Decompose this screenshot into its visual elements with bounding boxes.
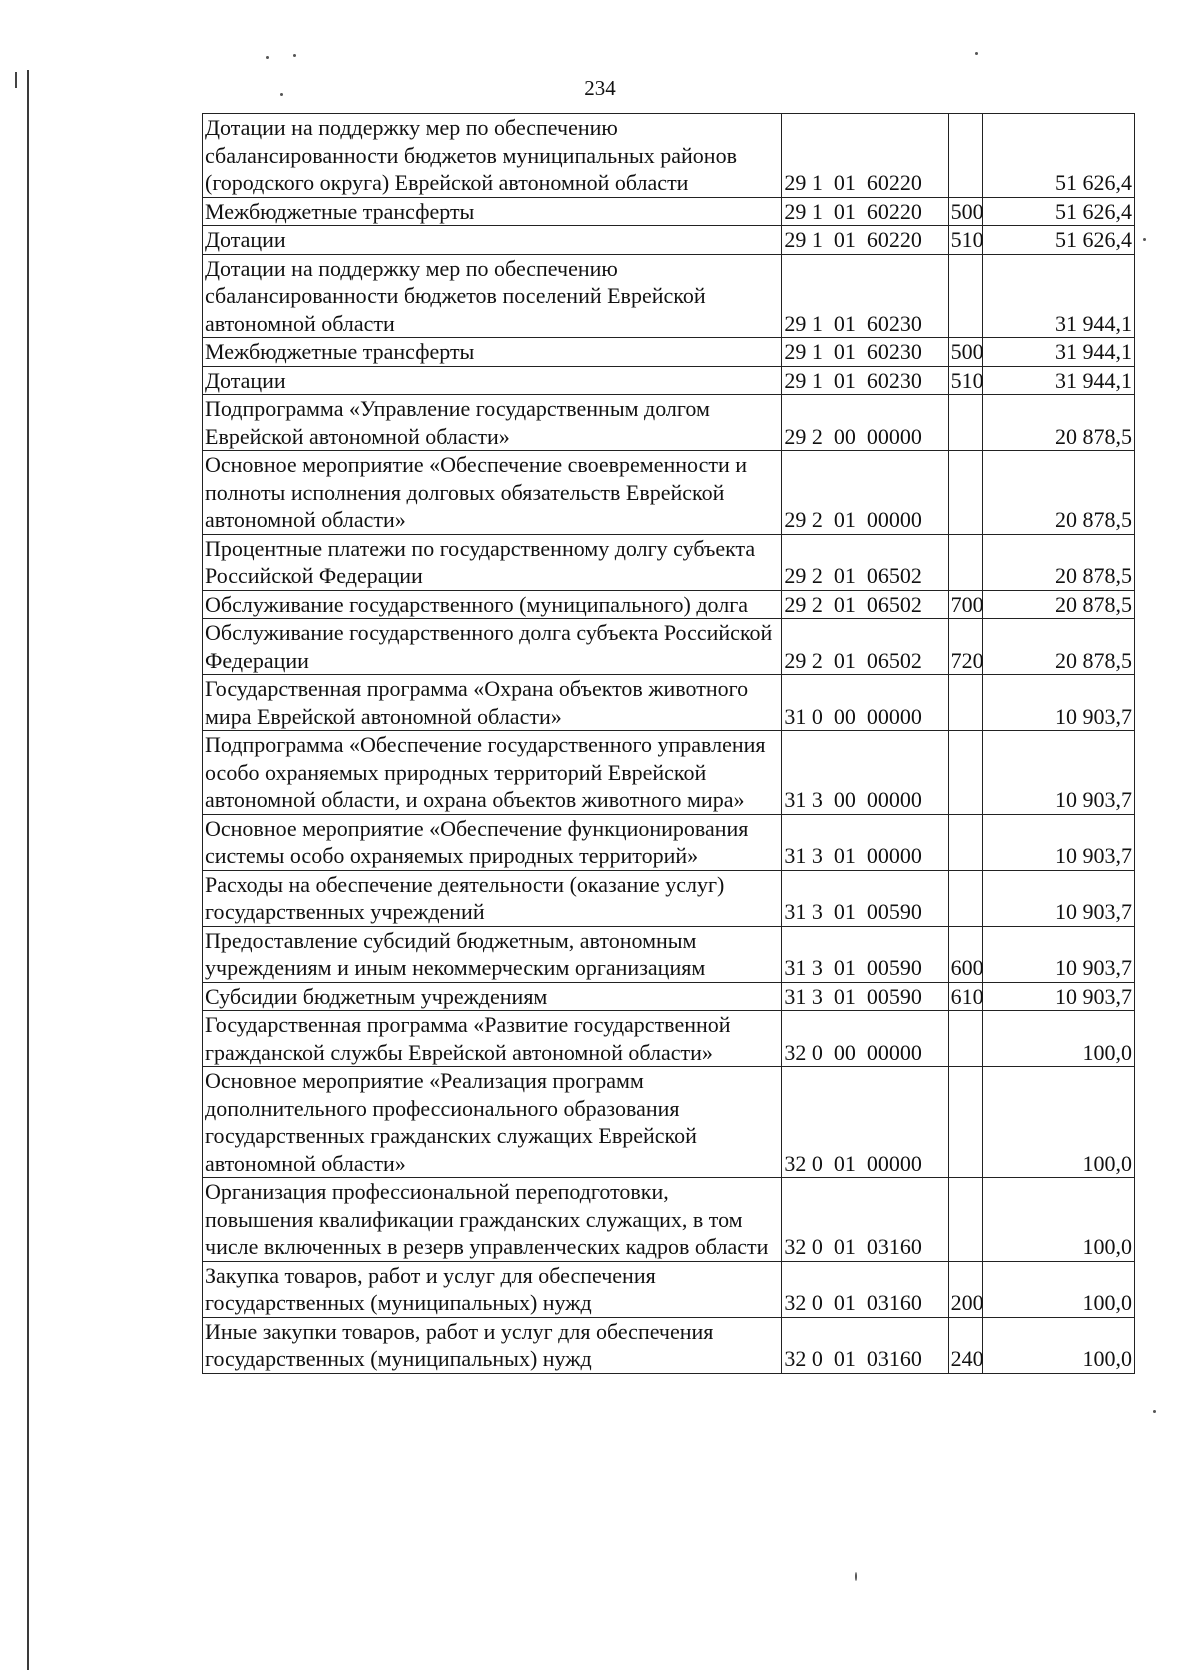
row-sum-cell: 10 903,7	[982, 731, 1134, 815]
row-name-cell: Основное мероприятие «Обеспечение функционирования системы особо охраняемых природных территорий»	[203, 814, 782, 870]
row-name-cell: Подпрограмма «Управление государственным долгом Еврейской автономной области»	[203, 395, 782, 451]
row-type-cell	[948, 451, 982, 535]
row-code-cell: 29 2 01 00000	[782, 451, 948, 535]
row-sum-cell: 51 626,4	[982, 114, 1134, 198]
row-name-cell: Организация профессиональной переподготовки, повышения квалификации гражданских служащих, в том числе включенных в резерв управленческих кадров области	[203, 1178, 782, 1262]
row-name-cell: Подпрограмма «Обеспечение государственного управления особо охраняемых природных территорий Еврейской автономной области, и охрана объектов животного мира»	[203, 731, 782, 815]
row-code-cell: 31 3 01 00590	[782, 870, 948, 926]
row-sum-cell: 31 944,1	[982, 338, 1134, 367]
table-row	[203, 1067, 1135, 1178]
budget-table	[202, 113, 1135, 1374]
row-code-cell: 29 1 01 60230	[782, 366, 948, 395]
row-code-cell: 31 3 00 00000	[782, 731, 948, 815]
row-type-cell	[948, 870, 982, 926]
row-type-cell	[948, 1178, 982, 1262]
table-row	[203, 1011, 1135, 1067]
row-type-cell	[948, 395, 982, 451]
row-name-cell: Субсидии бюджетным учреждениям	[203, 982, 782, 1011]
row-name-cell: Дотации на поддержку мер по обеспечению сбалансированности бюджетов поселений Еврейской автономной области	[203, 254, 782, 338]
table-row	[203, 1317, 1135, 1373]
table-row	[203, 114, 1135, 198]
row-sum-cell: 10 903,7	[982, 814, 1134, 870]
scan-speck	[855, 1572, 857, 1581]
table-row	[203, 534, 1135, 590]
row-type-cell	[948, 731, 982, 815]
row-sum-cell: 20 878,5	[982, 619, 1134, 675]
row-name-cell: Основное мероприятие «Реализация программ дополнительного профессионального образования государственных гражданских служащих Еврейской автономной области»	[203, 1067, 782, 1178]
row-name-cell: Дотации	[203, 226, 782, 255]
row-type-cell	[948, 675, 982, 731]
row-name-cell: Процентные платежи по государственному долгу субъекта Российской Федерации	[203, 534, 782, 590]
row-code-cell: 29 2 01 06502	[782, 534, 948, 590]
row-name-cell: Государственная программа «Охрана объектов животного мира Еврейской автономной области»	[203, 675, 782, 731]
row-type-cell: 510	[948, 366, 982, 395]
table-row	[203, 254, 1135, 338]
row-type-cell: 700	[948, 590, 982, 619]
row-sum-cell: 10 903,7	[982, 870, 1134, 926]
row-code-cell: 29 2 01 06502	[782, 619, 948, 675]
row-code-cell: 31 0 00 00000	[782, 675, 948, 731]
scan-speck	[975, 52, 978, 55]
row-sum-cell: 31 944,1	[982, 366, 1134, 395]
row-code-cell: 29 1 01 60220	[782, 114, 948, 198]
row-name-cell: Дотации	[203, 366, 782, 395]
row-code-cell: 29 1 01 60230	[782, 338, 948, 367]
scan-speck	[266, 56, 269, 59]
row-name-cell: Расходы на обеспечение деятельности (оказание услуг) государственных учреждений	[203, 870, 782, 926]
row-name-cell: Дотации на поддержку мер по обеспечению сбалансированности бюджетов муниципальных районов (городского округа) Еврейской автономной области	[203, 114, 782, 198]
row-name-cell: Предоставление субсидий бюджетным, автономным учреждениям и иным некоммерческим организациям	[203, 926, 782, 982]
scan-margin-line	[27, 70, 29, 1670]
table-row	[203, 197, 1135, 226]
row-code-cell: 29 2 01 06502	[782, 590, 948, 619]
table-row	[203, 731, 1135, 815]
row-sum-cell: 20 878,5	[982, 534, 1134, 590]
row-type-cell: 610	[948, 982, 982, 1011]
row-type-cell: 600	[948, 926, 982, 982]
row-type-cell: 720	[948, 619, 982, 675]
table-row	[203, 1178, 1135, 1262]
row-code-cell: 31 3 01 00590	[782, 926, 948, 982]
row-name-cell: Межбюджетные трансферты	[203, 197, 782, 226]
row-type-cell: 500	[948, 197, 982, 226]
table-row	[203, 870, 1135, 926]
row-sum-cell: 100,0	[982, 1178, 1134, 1262]
row-type-cell	[948, 814, 982, 870]
row-type-cell: 500	[948, 338, 982, 367]
page-number: 234	[584, 76, 616, 100]
table-row	[203, 814, 1135, 870]
row-sum-cell: 31 944,1	[982, 254, 1134, 338]
row-code-cell: 31 3 01 00000	[782, 814, 948, 870]
row-code-cell: 29 2 00 00000	[782, 395, 948, 451]
row-code-cell: 32 0 01 00000	[782, 1067, 948, 1178]
row-name-cell: Межбюджетные трансферты	[203, 338, 782, 367]
row-type-cell: 240	[948, 1317, 982, 1373]
table-row	[203, 451, 1135, 535]
table-row	[203, 1261, 1135, 1317]
row-type-cell: 200	[948, 1261, 982, 1317]
table-row	[203, 366, 1135, 395]
row-type-cell	[948, 534, 982, 590]
row-type-cell: 510	[948, 226, 982, 255]
row-code-cell: 32 0 01 03160	[782, 1178, 948, 1262]
row-name-cell: Государственная программа «Развитие государственной гражданской службы Еврейской автономной области»	[203, 1011, 782, 1067]
row-code-cell: 29 1 01 60220	[782, 226, 948, 255]
table-row	[203, 982, 1135, 1011]
row-name-cell: Обслуживание государственного (муниципального) долга	[203, 590, 782, 619]
row-type-cell	[948, 1011, 982, 1067]
row-sum-cell: 10 903,7	[982, 982, 1134, 1011]
row-name-cell: Иные закупки товаров, работ и услуг для обеспечения государственных (муниципальных) нужд	[203, 1317, 782, 1373]
scan-speck	[1143, 238, 1146, 241]
row-sum-cell: 100,0	[982, 1317, 1134, 1373]
row-code-cell: 29 1 01 60220	[782, 197, 948, 226]
row-sum-cell: 51 626,4	[982, 226, 1134, 255]
table-row	[203, 338, 1135, 367]
table-row	[203, 590, 1135, 619]
table-row	[203, 395, 1135, 451]
row-sum-cell: 100,0	[982, 1261, 1134, 1317]
row-sum-cell: 100,0	[982, 1011, 1134, 1067]
scan-speck	[1153, 1410, 1156, 1413]
row-code-cell: 32 0 00 00000	[782, 1011, 948, 1067]
row-name-cell: Обслуживание государственного долга субъекта Российской Федерации	[203, 619, 782, 675]
row-name-cell: Основное мероприятие «Обеспечение своевременности и полноты исполнения долговых обязательств Еврейской автономной области»	[203, 451, 782, 535]
row-code-cell: 32 0 01 03160	[782, 1261, 948, 1317]
table-row	[203, 619, 1135, 675]
row-sum-cell: 10 903,7	[982, 926, 1134, 982]
row-sum-cell: 51 626,4	[982, 197, 1134, 226]
table-row	[203, 226, 1135, 255]
row-sum-cell: 20 878,5	[982, 395, 1134, 451]
row-code-cell: 32 0 01 03160	[782, 1317, 948, 1373]
row-code-cell: 29 1 01 60230	[782, 254, 948, 338]
row-type-cell	[948, 114, 982, 198]
table-row	[203, 926, 1135, 982]
row-sum-cell: 10 903,7	[982, 675, 1134, 731]
row-type-cell	[948, 1067, 982, 1178]
row-sum-cell: 100,0	[982, 1067, 1134, 1178]
table-row	[203, 675, 1135, 731]
row-code-cell: 31 3 01 00590	[782, 982, 948, 1011]
row-sum-cell: 20 878,5	[982, 590, 1134, 619]
row-name-cell: Закупка товаров, работ и услуг для обеспечения государственных (муниципальных) нужд	[203, 1261, 782, 1317]
row-sum-cell: 20 878,5	[982, 451, 1134, 535]
scan-speck	[293, 54, 296, 57]
row-type-cell	[948, 254, 982, 338]
